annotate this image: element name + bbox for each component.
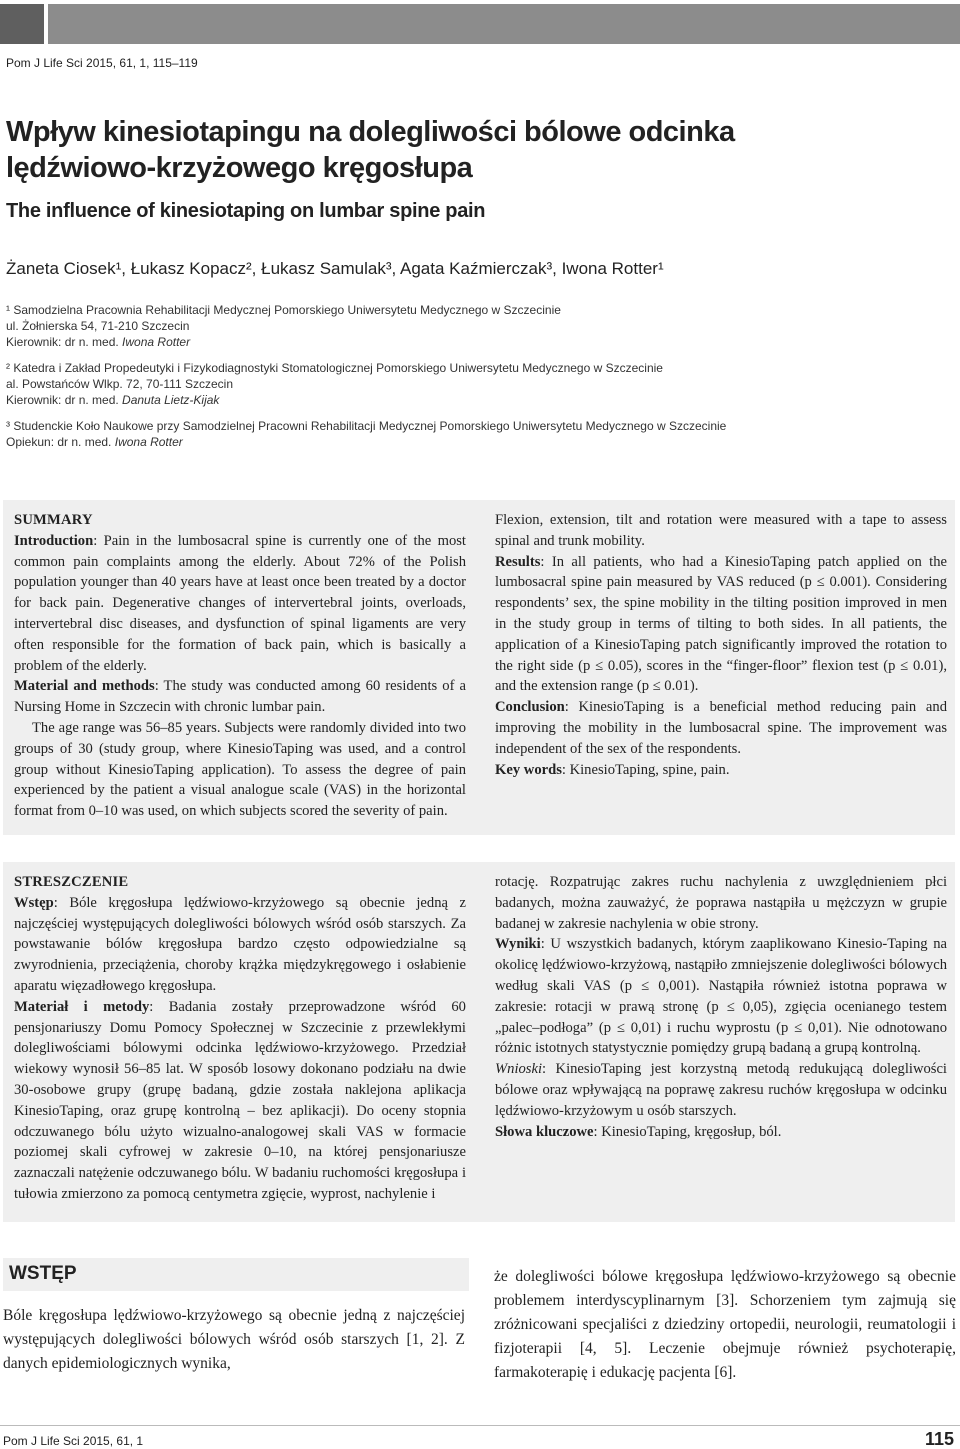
article-title-english: The influence of kinesiotaping on lumbar spine pain	[6, 200, 486, 222]
article-title-polish: Wpływ kinesiotapingu na dolegliwości bólowe odcinka lędźwiowo-krzyżowego kręgosłupa	[6, 116, 735, 184]
affiliation-3-institution: ³ Studenckie Koło Naukowe przy Samodzielnej Pracowni Rehabilitacji Medycznej Pomorskiego Uniwersytetu Medycznego w Szczecinie	[6, 419, 727, 433]
streszczenie-left-column	[14, 872, 466, 1205]
streszczenie-material-label: Materiał i metody	[14, 998, 150, 1015]
summary-keywords-text: : KinesioTaping, spine, pain.	[561, 761, 730, 778]
affiliation-1-head-name: Iwona Rotter	[122, 335, 191, 349]
streszczenie-wstep-label: Wstęp	[14, 894, 54, 911]
affiliation-3-supervisor-prefix: Opiekun: dr n. med.	[6, 435, 115, 449]
summary-box	[3, 500, 955, 835]
summary-methods-text-2: The age range was 56–85 years. Subjects were randomly divided into two groups of 30 (study group, where KinesioTaping was used, and a control group without KinesioTaping application). To assess the degree of pain experienced by the patient a visual analogue scale (VAS) in the horizontal format from 0–10 was used, on which subjects scored the severity of pain.	[14, 719, 466, 820]
affiliation-2-address: al. Powstańców Wlkp. 72, 70-111 Szczecin	[6, 377, 233, 391]
summary-conclusion-text: : KinesioTaping is a beneficial method reducing pain and improving the mobility in the lumbosacral spine. The improvement was independent of the sex of the respondents.	[495, 699, 947, 757]
streszczenie-slowa-text: : KinesioTaping, kręgosłup, ból.	[593, 1123, 782, 1140]
wstep-right-text: że dolegliwości bólowe kręgosłupa lędźwiowo-krzyżowego są obecnie problemem interdyscyplinarnym [3]. Schorzeniem tym zajmują się zróżnicowani specjaliści z dziedziny ortopedii, neurologii, reumatologii i fizjoterapii [4, 5]. Leczenie obejmuje również psychoterapię, farmakoterapię i edukację pacjenta [6].	[494, 1268, 956, 1381]
streszczenie-material	[14, 997, 466, 1205]
streszczenie-wyniki	[495, 934, 947, 1059]
summary-conclusion-label: Conclusion	[495, 699, 565, 716]
summary-results-label: Results	[495, 553, 541, 570]
streszczenie-box	[3, 862, 955, 1222]
affiliation-3-supervisor-name: Iwona Rotter	[114, 435, 183, 449]
summary-introduction-text: : Pain in the lumbosacral spine is currently one of the most common pain complaints among the elderly. About 72% of the Polish population younger than 40 years have at least once been treated by a doctor for back pain. Degenerative changes of intervertebral joints, overloads, intervertebral disc diseases, and dysfunction of spinal ligaments are very often responsible for the formation of back pain, which is basically a problem of the elderly.	[14, 532, 466, 674]
affiliation-1-head	[6, 334, 936, 350]
summary-introduction-label: Introduction	[14, 532, 94, 549]
affiliation-1-institution: ¹ Samodzielna Pracownia Rehabilitacji Medycznej Pomorskiego Uniwersytetu Medycznego w Szczecinie	[6, 303, 561, 317]
summary-left-column	[14, 510, 466, 822]
affiliation-1	[6, 302, 936, 350]
summary-results	[495, 552, 947, 698]
summary-keywords	[495, 760, 947, 781]
wstep-section-heading: WSTĘP	[3, 1258, 469, 1291]
affiliation-3	[6, 418, 936, 450]
summary-methods-label: Material and methods	[14, 678, 155, 695]
top-bar-light-block	[48, 4, 960, 44]
summary-methods-continued-continued-text: Flexion, extension, tilt and rotation were measured with a tape to assess spinal and trunk mobility.	[495, 512, 947, 549]
summary-methods	[14, 676, 466, 718]
affiliation-2-head-name: Danuta Lietz-Kijak	[122, 393, 220, 407]
summary-methods-continued-continued	[495, 510, 947, 552]
footer-citation: Pom J Life Sci 2015, 61, 1	[3, 1434, 144, 1448]
summary-results-text: : In all patients, who had a KinesioTaping patch applied on the lumbosacral spine pain measured by VAS reduced (p ≤ 0.001). Considering respondents’ sex, the spine mobility in the tilting position improved in men in the study group in terms of tilting to both sides. In all patients, the application of a KinesioTaping patch significantly improved the rotation to the right side (p ≤ 0.05), scores in the “finger-floor” flexion test (p ≤ 0.01), and the extension range (p ≤ 0.01).	[495, 553, 947, 695]
top-decorative-bar	[0, 4, 960, 44]
streszczenie-material-text: : Badania zostały przeprowadzone wśród 60 pensjonariuszy Domu Pomocy Społecznej w Szczecinie z przewlekłymi dolegliwościami bólowymi odcinka lędźwiowo-krzyżowego. Przedział wiekowy wynosił 56–85 lat. W sposób losowy dokonano podziału na dwie 30-osobowe grupy (grupę badaną, gdzie została naklejona aplikacja KinesioTaping, oraz grupę kontrolną – bez aplikacji). Do oceny stopnia odczuwanego bólu użyto wizualno-analogowej skali VAS w formacie poziomej skali cyfrowej w zakresie 0–10, na której pensjonariusze zaznaczali natężenie odczuwanego bólu. W badaniu ruchomości kręgosłupa i tułowia zmierzono za pomocą centymetra zgięcie, wyprost, nachylenie i	[14, 998, 466, 1202]
summary-heading: SUMMARY	[14, 512, 93, 528]
streszczenie-wnioski-label: Wnioski	[495, 1061, 543, 1078]
affiliation-2	[6, 360, 936, 408]
affiliation-3-supervisor	[6, 434, 936, 450]
streszczenie-wstep-text: : Bóle kręgosłupa lędźwiowo-krzyżowego są obecnie jedną z najczęściej występujących dolegliwości bólowych wśród osób starszych. Za powstawanie bólów kręgosłupa bardzo często odpowiedzialne są zwyrodnienia, przeciążenia, choroby krążka międzykręgowego i osłabienie aparatu więzadłowego kręgosłupa.	[14, 894, 466, 994]
summary-box-right-column	[495, 510, 947, 780]
page-footer	[0, 1428, 960, 1449]
affiliation-2-head-prefix: Kierownik: dr n. med.	[6, 393, 123, 407]
streszczenie-slowa	[495, 1122, 947, 1143]
affiliation-1-address: ul. Żołnierska 54, 71-210 Szczecin	[6, 319, 190, 333]
streszczenie-wnioski	[495, 1059, 947, 1121]
journal-citation: Pom J Life Sci 2015, 61, 1, 115–119	[6, 56, 198, 70]
streszczenie-heading: STRESZCZENIE	[14, 874, 129, 890]
summary-introduction	[14, 531, 466, 677]
streszczenie-box-right-column	[495, 872, 947, 1142]
affiliation-2-institution: ² Katedra i Zakład Propedeutyki i Fizykodiagnostyki Stomatologicznej Pomorskiego Uniwersytetu Medycznego w Szczecinie	[6, 361, 663, 375]
summary-conclusion	[495, 697, 947, 759]
top-bar-dark-block	[0, 4, 44, 44]
streszczenie-wyniki-label: Wyniki	[495, 936, 541, 953]
streszczenie-material-continued-text: rotację. Rozpatrując zakres ruchu nachylenia z uwzględnieniem płci badanych, można zauważyć, że poprawa nastąpiła u mężczyzn w grupie badanej w zakresie nachylenia w obie strony.	[495, 874, 947, 932]
summary-methods-text: : The study was conducted among 60 residents of a Nursing Home in Szczecin with chronic lumbar pain.	[14, 678, 466, 716]
streszczenie-wstep	[14, 893, 466, 997]
summary-methods-continued	[14, 718, 466, 822]
streszczenie-wnioski-text: : KinesioTaping jest korzystną metodą redukującą dolegliwości bólowe oraz wpływającą na poprawę zakresu ruchów kręgosłupa w odcinku lędźwiowo-krzyżowym u osób starszych.	[495, 1061, 947, 1119]
affiliation-1-head-prefix: Kierownik: dr n. med.	[6, 335, 123, 349]
page-number: 115	[924, 1429, 954, 1449]
streszczenie-wyniki-text: : U wszystkich badanych, którym zaaplikowano Kinesio-Taping na okolicę lędźwiowo-krzyżową, nastąpiło zmniejszenie dolegliwości bólowych według skali VAS (p ≤ 0,001). Nastąpiła również istotna poprawa w zakresie: rotacji w prawą stronę (p ≤ 0,05), zgięcia ocenianego testem „palec–podłoga” (p ≤ 0,01) i ruchu wyprostu (p ≤ 0,01). Nie odnotowano różnic istotnych statystycznie pomiędzy grupą badaną a grupą kontrolną.	[495, 936, 947, 1057]
streszczenie-slowa-label: Słowa kluczowe	[495, 1123, 594, 1140]
wstep-left-text: Bóle kręgosłupa lędźwiowo-krzyżowego są obecnie jedną z najczęściej występujących dolegliwości bólowych wśród osób starszych [1, 2]. Z danych epidemiologicznych wynika,	[3, 1307, 465, 1372]
summary-keywords-label: Key words	[495, 761, 562, 778]
footer-rule	[0, 1425, 960, 1426]
streszczenie-material-continued	[495, 872, 947, 934]
affiliation-2-head	[6, 392, 936, 408]
author-list: Żaneta Ciosek¹, Łukasz Kopacz², Łukasz Samulak³, Agata Kaźmierczak³, Iwona Rotter¹	[6, 259, 664, 278]
